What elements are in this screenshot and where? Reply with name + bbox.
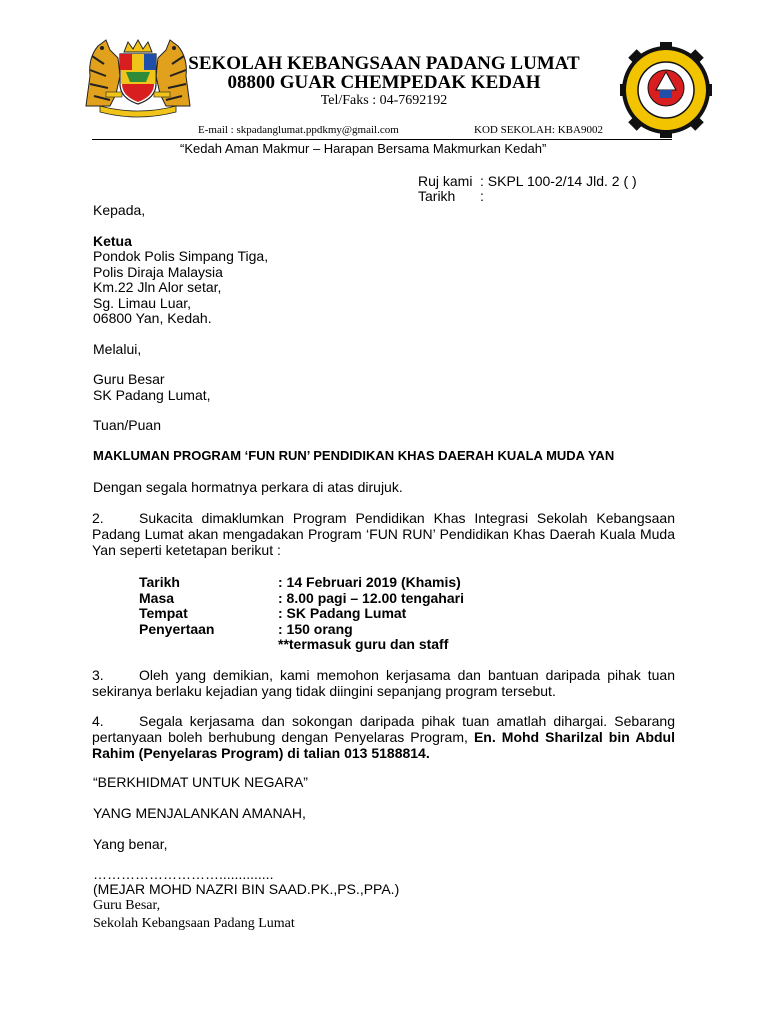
paragraph-number: 2. — [92, 510, 104, 526]
kod-sekolah: KOD SEKOLAH: KBA9002 — [474, 124, 603, 136]
service-motto: “BERKHIDMAT UNTUK NEGARA” — [93, 774, 308, 790]
kepada: Kepada, — [93, 202, 146, 218]
signatory-name: (MEJAR MOHD NAZRI BIN SAAD.PK.,PS.,PPA.) — [93, 881, 400, 897]
detail-value: : SK Padang Lumat — [278, 605, 407, 621]
detail-value: : 14 Februari 2019 (Khamis) — [278, 574, 461, 590]
recipient-line: Sg. Limau Luar, — [93, 295, 192, 311]
salutation: Tuan/Puan — [93, 417, 161, 433]
school-name: SEKOLAH KEBANGSAAN PADANG LUMAT — [188, 53, 580, 74]
paragraph-number: 4. — [92, 713, 104, 729]
ruj-value: : SKPL 100-2/14 Jld. 2 ( ) — [480, 173, 637, 189]
signatory-school: Sekolah Kebangsaan Padang Lumat — [93, 916, 295, 931]
paragraph-text: Segala kerjasama dan sokongan daripada pihak tuan amatlah dihargai. Sebarang pertanyaan boleh berhubung dengan Penyelaras Program, — [92, 713, 675, 745]
school-address: 08800 GUAR CHEMPEDAK KEDAH — [227, 72, 541, 93]
paragraph-text: Oleh yang demikian, kami memohon kerjasama dan bantuan daripada pihak tuan sekiranya berlaku kejadian yang tidak diingini sepanjang program tersebut. — [92, 667, 675, 699]
email-address[interactable]: skpadanglumat.ppdkmy@gmail.com — [236, 124, 399, 136]
header-divider — [92, 139, 672, 140]
detail-label: Tarikh — [139, 574, 180, 590]
tarikh-value: : — [480, 188, 484, 204]
tarikh-label: Tarikh — [418, 188, 456, 204]
details-note: **termasuk guru dan staff — [278, 636, 449, 652]
melalui: Melalui, — [93, 341, 142, 357]
signature-line: ……………………….............. — [93, 866, 274, 882]
paragraph-4 — [92, 713, 675, 761]
yang-benar: Yang benar, — [93, 836, 168, 852]
recipient-line: 06800 Yan, Kedah. — [93, 310, 212, 326]
paragraph-number: 3. — [92, 667, 104, 683]
ruj-label: Ruj kami — [418, 173, 473, 189]
paragraph-text: Sukacita dimaklumkan Program Pendidikan Khas Integrasi Sekolah Kebangsaan Padang Lumat akan mengadakan Program ‘FUN RUN’ Pendidikan Khas Daerah Kuala Muda Yan seperti ketetapan berikut : — [92, 510, 675, 558]
intro: Dengan segala hormatnya perkara di atas dirujuk. — [93, 479, 403, 495]
telfax: Tel/Faks : 04-7692192 — [320, 93, 448, 108]
amanah: YANG MENJALANKAN AMANAH, — [93, 805, 306, 821]
email-label: E-mail : — [198, 124, 237, 136]
school-badge-icon — [620, 42, 712, 138]
detail-value: : 8.00 pagi – 12.00 tengahari — [278, 590, 464, 606]
recipient-line: Pondok Polis Simpang Tiga, — [93, 248, 269, 264]
paragraph-2 — [92, 510, 675, 558]
via-line: Guru Besar — [93, 371, 165, 387]
recipient-line: Polis Diraja Malaysia — [93, 264, 223, 280]
detail-value: : 150 orang — [278, 621, 353, 637]
subject: MAKLUMAN PROGRAM ‘FUN RUN’ PENDIDIKAN KHAS DAERAH KUALA MUDA YAN — [93, 448, 615, 463]
recipient-title: Ketua — [93, 233, 132, 249]
via-line: SK Padang Lumat, — [93, 387, 211, 403]
paragraph-3 — [92, 667, 675, 699]
detail-label: Tempat — [139, 605, 188, 621]
detail-label: Penyertaan — [139, 621, 215, 637]
signatory-position: Guru Besar, — [93, 898, 161, 913]
coordinator-contact: En. Mohd Sharilzal bin Abdul Rahim (Penyelaras Program) di talian 013 5188814. — [92, 729, 675, 761]
recipient-line: Km.22 Jln Alor setar, — [93, 279, 222, 295]
detail-label: Masa — [139, 590, 175, 606]
state-motto: “Kedah Aman Makmur – Harapan Bersama Makmurkan Kedah” — [180, 141, 547, 156]
